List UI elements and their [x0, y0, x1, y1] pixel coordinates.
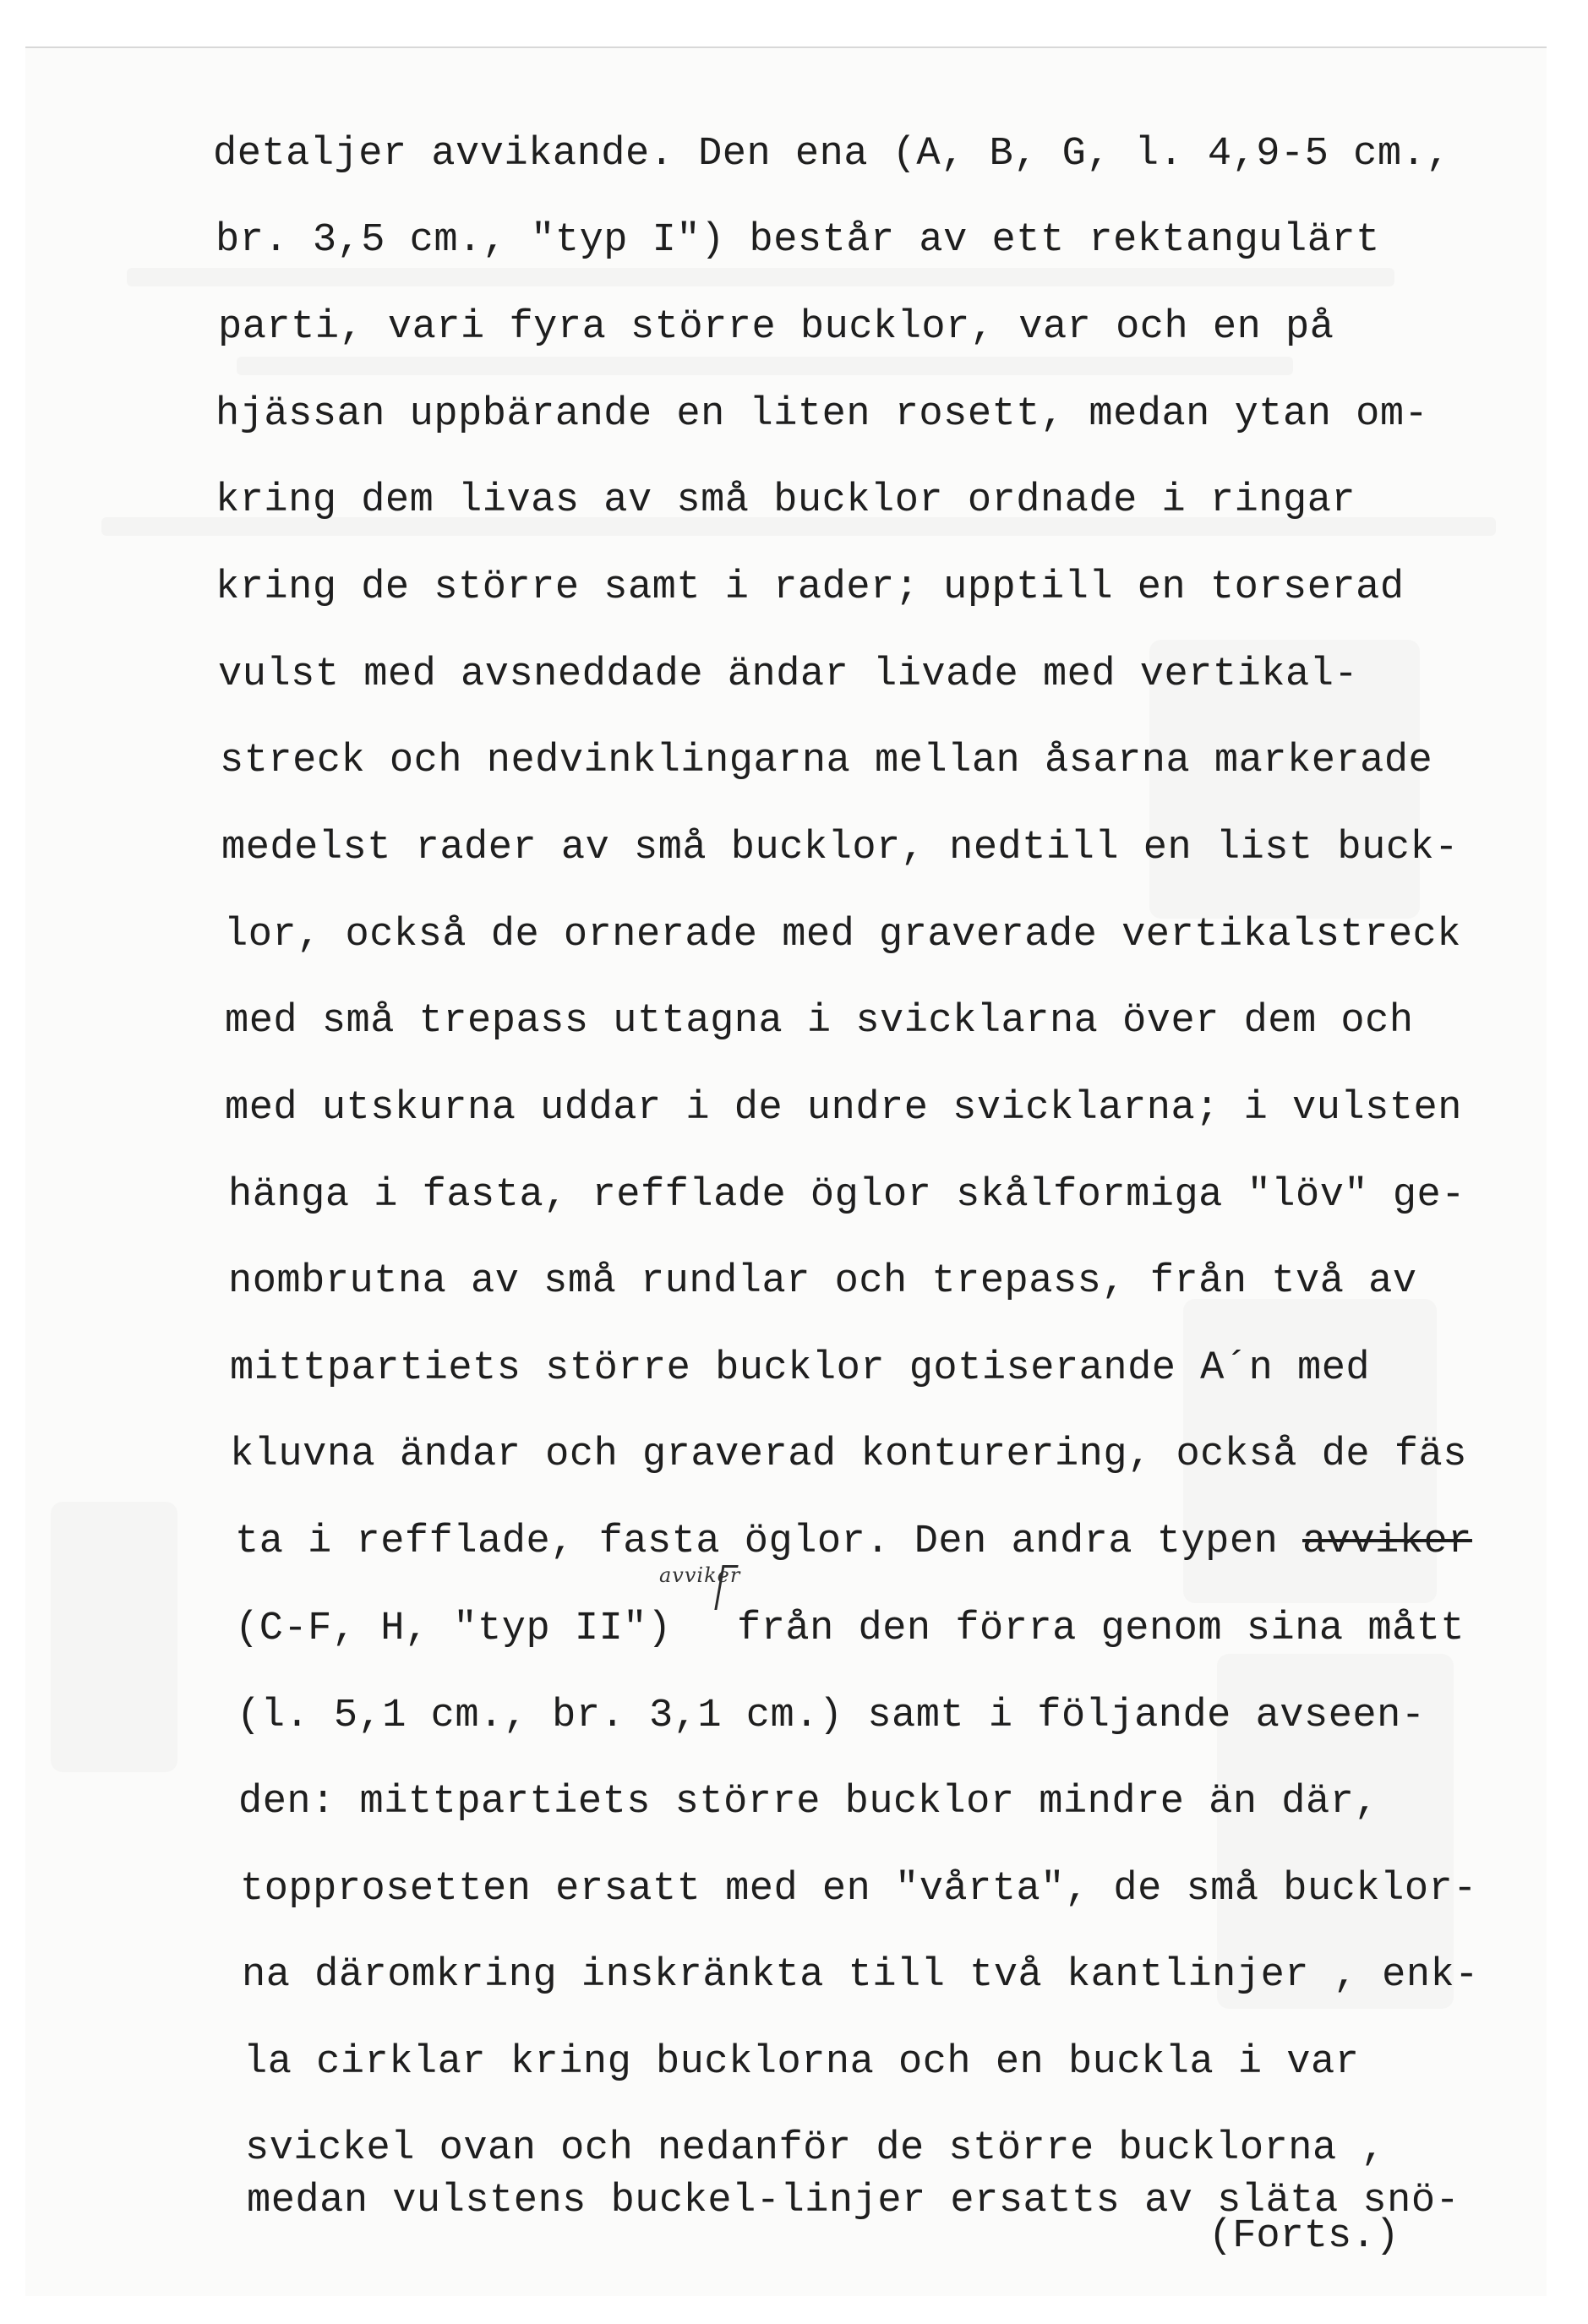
text-line: medan vulstens buckel-linjer ersatts av släta snö-	[247, 2179, 1460, 2223]
text-line	[235, 1519, 1472, 1566]
handwritten-insertion: avviker	[659, 1563, 741, 1587]
typed-body-text	[25, 48, 1547, 2296]
text-line: hänga i fasta, refflade öglor skålformiga "löv" ge-	[228, 1173, 1465, 1218]
text-line: lor, också de ornerade med graverade vertikalstreck	[224, 913, 1461, 957]
text-line: streck och nedvinklingarna mellan åsarna markerade	[220, 739, 1433, 783]
text-line: från den förra genom sina mått	[737, 1607, 1465, 1651]
continuation-note: (Forts.)	[1209, 2214, 1400, 2259]
text-line: detaljer avvikande. Den ena (A, B, G, l. 4,9-5 cm.,	[213, 132, 1450, 177]
text-line: vulst med avsneddade ändar livade med vertikal-	[218, 652, 1359, 697]
text-line: kluvna ändar och graverad konturering, också de fäs	[230, 1432, 1467, 1477]
text-line: mittpartiets större bucklor gotiserande A´n med	[230, 1346, 1371, 1391]
text-segment: ta i refflade, fasta öglor. Den andra typen	[235, 1519, 1303, 1564]
struck-out-word: avviker	[1302, 1519, 1472, 1564]
text-line: (C-F, H, "typ II")	[235, 1607, 672, 1651]
text-line: med utskurna uddar i de undre svicklarna; i vulsten	[225, 1086, 1462, 1131]
text-line: na däromkring inskränkta till två kantlinjer , enk-	[242, 1953, 1479, 1998]
text-line: topprosetten ersatt med en "vårta", de små bucklor-	[240, 1867, 1477, 1912]
text-line: parti, vari fyra större bucklor, var och en på	[218, 305, 1334, 350]
text-line: den: mittpartiets större bucklor mindre än där,	[238, 1780, 1379, 1825]
text-line: medelst rader av små bucklor, nedtill en list buck-	[221, 826, 1459, 870]
text-line: nombrutna av små rundlar och trepass, från två av	[228, 1259, 1417, 1304]
text-line: svickel ovan och nedanför de större bucklorna ,	[245, 2126, 1386, 2171]
text-line: (l. 5,1 cm., br. 3,1 cm.) samt i följande avseen-	[237, 1694, 1426, 1738]
text-line: hjässan uppbärande en liten rosett, medan ytan om-	[216, 392, 1429, 437]
text-line: med små trepass uttagna i svicklarna över dem och	[225, 999, 1414, 1044]
text-line: br. 3,5 cm., "typ I") består av ett rektangulärt	[216, 218, 1380, 263]
text-line: kring dem livas av små bucklor ordnade i ringar	[216, 478, 1356, 523]
document-page	[25, 46, 1547, 2296]
text-line: kring de större samt i rader; upptill en torserad	[216, 565, 1405, 610]
text-line: la cirklar kring bucklorna och en buckla i var	[243, 2040, 1360, 2085]
